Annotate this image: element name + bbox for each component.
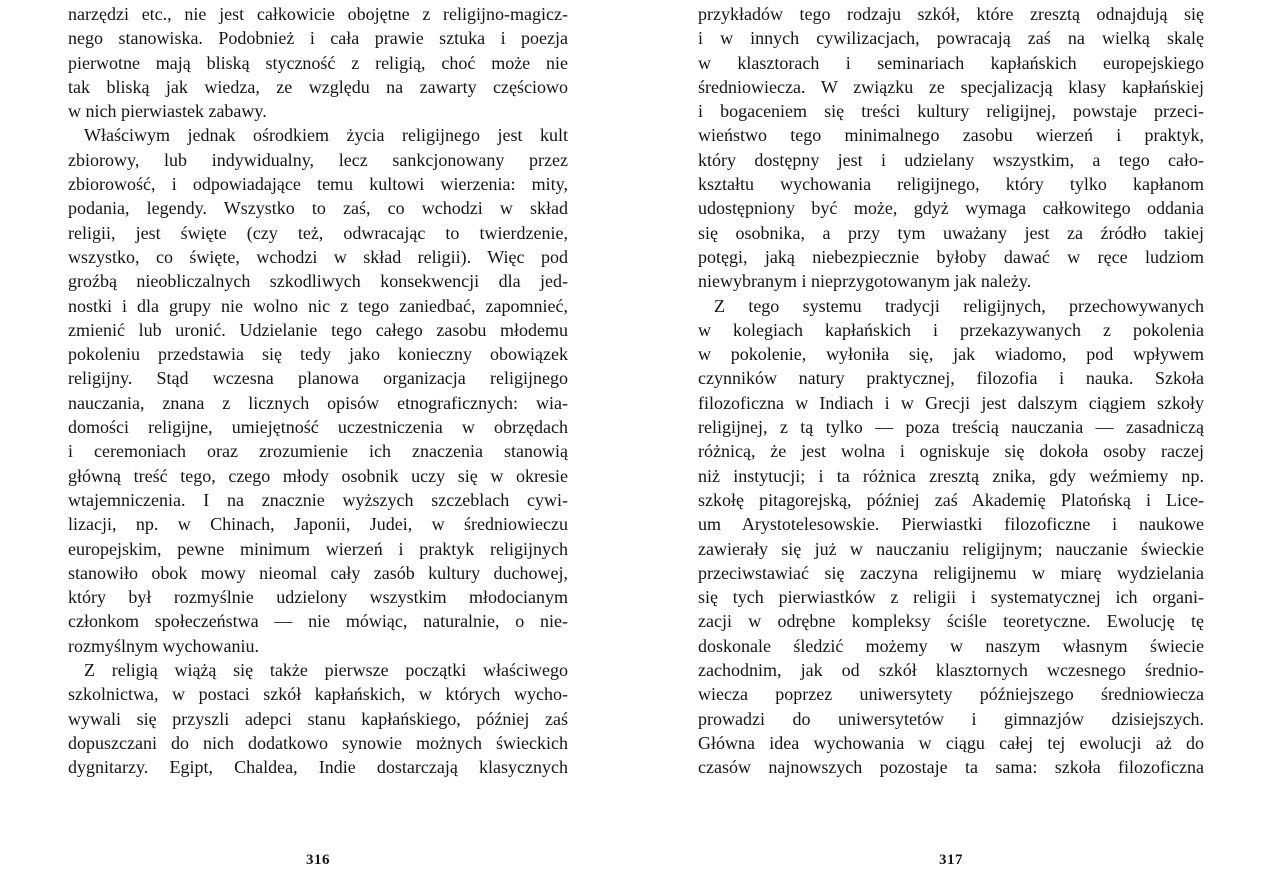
text-line: religijny. Stąd wczesna planowa organizacja religijnego xyxy=(68,368,568,389)
text-line: zachodnim, jak od szkół klasztornych wczesnego średnio- xyxy=(698,660,1204,681)
text-line: w pokolenie, wyłoniła się, jak wiadomo, pod wpływem xyxy=(698,344,1204,365)
text-line: religii, jest święte (czy też, odwracając to twierdzenie, xyxy=(68,222,568,243)
text-line: przykładów tego rodzaju szkół, które zresztą odnajdują się xyxy=(698,4,1204,24)
text-line: domości religijne, umiejętność uczestniczenia w obrzędach xyxy=(68,417,568,438)
text-line: kształtu wychowania religijnego, który tylko kapłanom xyxy=(698,174,1204,195)
text-line: niż instytucji; i ta różnica zresztą znika, gdy weźmiemy np. xyxy=(698,465,1204,486)
text-line: wieństwo tego minimalnego zasobu wierzeń i praktyk, xyxy=(698,125,1204,146)
text-line: różnicą, że jest wolna i ogniskuje się dokoła osoby raczej xyxy=(698,441,1204,462)
text-line: zbiorowość, i odpowiadające temu kultowi wierzenia: mity, xyxy=(68,174,568,195)
text-line: potęgi, jaką niebezpiecznie byłoby dawać w ręce ludziom xyxy=(698,246,1204,267)
text-line: nego stanowiska. Podobnież i cała prawie sztuka i poezja xyxy=(68,28,568,49)
text-line: prowadzi do uniwersytetów i gimnazjów dzisiejszych. xyxy=(698,708,1204,729)
text-line: nauczania, znana z licznych opisów etnograficznych: wia- xyxy=(68,392,568,413)
text-line: i bogaceniem się treści kultury religijnej, powstaje przeci- xyxy=(698,101,1204,122)
text-line: filozoficzna w Indiach i w Grecji jest dalszym ciągiem szkoły xyxy=(698,392,1204,413)
left-page-text xyxy=(68,2,568,780)
right-page-text xyxy=(698,2,1204,780)
text-line: szkolnictwa, w postaci szkół kapłańskich, w których wycho- xyxy=(68,684,568,705)
text-line: czynników natury praktycznej, filozofia i nauka. Szkoła xyxy=(698,368,1204,389)
text-line: zmienić lub uronić. Udzielanie tego całego zasobu młodemu xyxy=(68,319,568,340)
text-line: nostki i dla grupy nie wolno nic z tego zaniedbać, zapomnieć, xyxy=(68,295,568,316)
text-line: który był rozmyślnie udzielony wszystkim młodocianym xyxy=(68,587,568,608)
text-line: szkołę pitagorejską, później zaś Akademię Platońską i Lice- xyxy=(698,489,1204,510)
text-line: um Arystotelesowskie. Pierwiastki filozoficzne i naukowe xyxy=(698,514,1204,535)
text-line: wszystko, co święte, wchodzi w skład religii). Więc pod xyxy=(68,246,568,267)
text-line: wywali się przyszli adepci stanu kapłańskiego, później zaś xyxy=(68,708,568,729)
left-page xyxy=(68,0,568,893)
text-line: niewybranym i nieprzygotowanym jak należy. xyxy=(698,271,1032,292)
right-page xyxy=(698,0,1204,893)
left-page-number: 316 xyxy=(306,852,330,868)
text-line: który dostępny jest i udzielany wszystkim, a tego cało- xyxy=(698,149,1204,170)
text-line: średniowiecza. W związku ze specjalizacją klasy kapłańskiej xyxy=(698,76,1204,97)
text-line: groźbą nieobliczalnych szkodliwych konsekwencji dla jed- xyxy=(68,271,568,292)
text-line: się osobnika, a przy tym uważany jest za źródło takiej xyxy=(698,222,1204,243)
text-line: czasów najnowszych pozostaje ta sama: szkoła filozoficzna xyxy=(698,757,1204,778)
text-line: wtajemniczenia. I na znacznie wyższych szczeblach cywi- xyxy=(68,489,568,510)
text-line: Z religią wiążą się także pierwsze początki właściwego xyxy=(84,660,568,681)
text-line: wiecza poprzez uniwersytety późniejszego średniowiecza xyxy=(698,684,1204,705)
text-line: w kolegiach kapłańskich i przekazywanych z pokolenia xyxy=(698,319,1204,340)
text-line: Właściwym jednak ośrodkiem życia religijnego jest kult xyxy=(84,125,568,146)
text-line: członkom społeczeństwa — nie mówiąc, naturalnie, o nie- xyxy=(68,611,568,632)
text-line: zacji w odrębne kompleksy ściśle teoretyczne. Ewolucję tę xyxy=(698,611,1204,632)
text-line: główną treść tego, czego młody osobnik uczy się w okresie xyxy=(68,465,568,486)
text-line: dygnitarzy. Egipt, Chaldea, Indie dostarczają klasycznych xyxy=(68,757,568,778)
text-line: i ceremoniach oraz zrozumienie ich znaczenia stanowią xyxy=(68,441,568,462)
text-line: zawierały się już w nauczaniu religijnym; nauczanie świeckie xyxy=(698,538,1204,559)
text-line: podania, legendy. Wszystko to zaś, co wchodzi w skład xyxy=(68,198,568,219)
text-line: przeciwstawiać się zaczyna religijnemu w miarę wydzielania xyxy=(698,562,1204,583)
text-line: tak bliską jak wiedza, ze względu na zawarty częściowo xyxy=(68,76,568,97)
text-line: udostępniony być może, gdyż wymaga całkowitego oddania xyxy=(698,198,1204,219)
text-line: i w innych cywilizacjach, powracają zaś na wielką skalę xyxy=(698,28,1204,49)
text-line: pokoleniu przedstawia się tedy jako konieczny obowiązek xyxy=(68,344,568,365)
text-line: rozmyślnym wychowaniu. xyxy=(68,635,259,656)
text-line: w nich pierwiastek zabawy. xyxy=(68,101,267,122)
right-page-number: 317 xyxy=(939,852,963,868)
text-line: pierwotne mają bliską styczność z religią, choć może nie xyxy=(68,52,568,73)
text-line: europejskim, pewne minimum wierzeń i praktyk religijnych xyxy=(68,538,568,559)
text-line: narzędzi etc., nie jest całkowicie obojętne z religijno-magicz- xyxy=(68,4,568,24)
text-line: zbiorowy, lub indywidualny, lecz sankcjonowany przez xyxy=(68,149,568,170)
text-line: religijnej, z tą tylko — poza treścią nauczania — zasadniczą xyxy=(698,417,1204,438)
text-line: stanowiło obok mowy nieomal cały zasób kultury duchowej, xyxy=(68,562,568,583)
text-line: lizacji, np. w Chinach, Japonii, Judei, w średniowieczu xyxy=(68,514,568,535)
text-line: w klasztorach i seminariach kapłańskich europejskiego xyxy=(698,52,1204,73)
text-line: dopuszczani do nich dodatkowo synowie możnych świeckich xyxy=(68,732,568,753)
text-line: doskonale śledzić możemy w naszym własnym świecie xyxy=(698,635,1204,656)
text-line: Główna idea wychowania w ciągu całej tej ewolucji aż do xyxy=(698,732,1204,753)
text-line: się tych pierwiastków z religii i systematycznej ich organi- xyxy=(698,587,1204,608)
text-line: Z tego systemu tradycji religijnych, przechowywanych xyxy=(714,295,1204,316)
